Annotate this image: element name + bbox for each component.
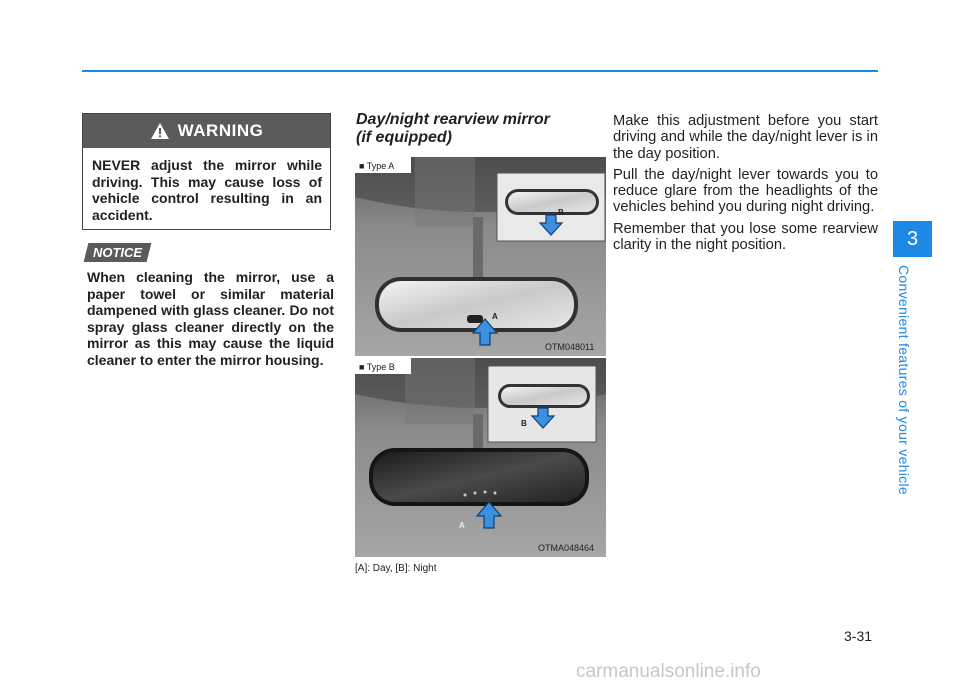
warning-text: NEVER adjust the mirror while driving. This may cause loss of vehicle control resulting in an accident.	[92, 157, 322, 223]
chapter-tab: 3	[893, 221, 932, 257]
header-rule	[82, 70, 878, 72]
notice-text: When cleaning the mirror, use a paper towel or similar material dampened with glass cleaner. Do not spray glass cleaner directly on the mirror as this may cause the liquid cleaner to enter the mirror housing.	[87, 269, 334, 368]
marker-a-label: A	[492, 312, 498, 321]
marker-a-label: A	[459, 521, 465, 530]
figure-caption: [A]: Day, [B]: Night	[355, 563, 437, 574]
marker-b-label: B	[558, 208, 564, 217]
section-title-line2: (if equipped)	[356, 129, 452, 146]
figure-type-b	[355, 358, 606, 557]
section-title	[356, 111, 606, 147]
warning-header	[83, 114, 330, 148]
type-b-label: ■ Type B	[359, 362, 395, 372]
body-paragraph: Remember that you lose some rearview clarity in the night position.	[613, 220, 878, 254]
warning-box	[82, 113, 331, 230]
warning-triangle-icon	[150, 122, 170, 140]
figure-type-a	[355, 157, 606, 356]
chapter-side-title-text: Convenient features of your vehicle	[896, 265, 912, 495]
section-title-line1: Day/night rearview mirror	[356, 111, 550, 128]
type-a-code: OTM048011	[545, 342, 595, 352]
body-paragraph: Pull the day/night lever towards you to reduce glare from the headlights of the vehicles behind you during night driving.	[613, 166, 878, 216]
type-b-code: OTMA048464	[538, 543, 595, 553]
type-a-label: ■ Type A	[359, 161, 395, 171]
chapter-side-title	[897, 265, 927, 493]
warning-title: WARNING	[177, 121, 264, 140]
notice-label: NOTICE	[92, 245, 143, 260]
marker-b-label: B	[521, 419, 527, 428]
body-text	[613, 113, 878, 258]
page-number: 3-31	[844, 628, 873, 644]
body-paragraph: Make this adjustment before you start driving and while the day/night lever is in the day position.	[613, 113, 878, 162]
watermark: carmanualsonline.info	[576, 661, 761, 682]
